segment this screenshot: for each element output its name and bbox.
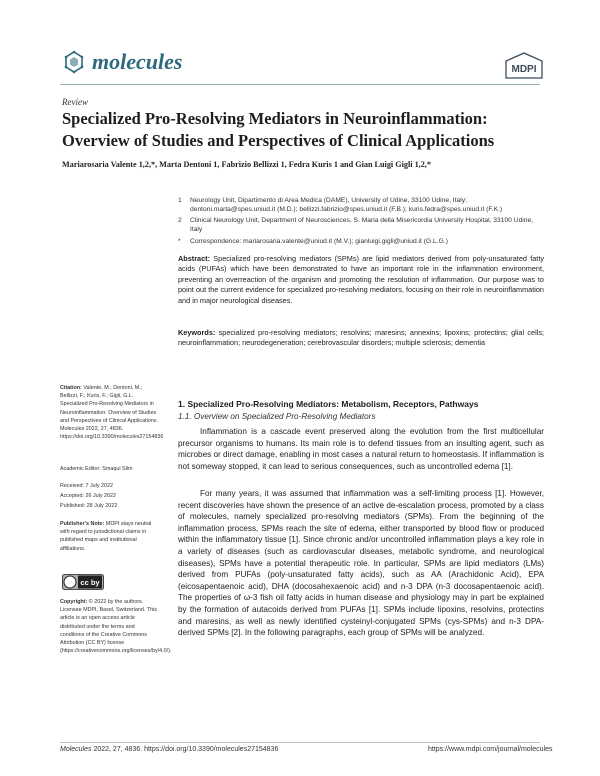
article-type: Review [62, 97, 88, 107]
academic-editor: Academic Editor: Smaqui Slim [60, 466, 133, 472]
keywords-text: specialized pro-resolving mediators; resolvins; maresins; annexins; lipoxins; protectins; glial cells; neuroinflammation; neurodegeneration; cerebrovascular disorders; multiple sclerosis; dementia [178, 328, 545, 348]
abstract-label: Abstract: [178, 254, 211, 263]
affiliation-text: Neurology Unit, Dipartimento di Area Medica (DAME), University of Udine, 33100 Udine, Italy; dentoni.marta@spes.uniud.it (M.D.); bellizzi.fabrizio@spes.uniud.it (F.B.); kuris.fedra@spes.uniud.it (F.K.) [190, 197, 503, 214]
copyright-block [60, 598, 172, 655]
affiliation-marker: 1 [178, 197, 182, 204]
section-heading: 1. Specialized Pro-Resolving Mediators: Metabolism, Receptors, Pathways [178, 399, 479, 409]
mdpi-logo [504, 52, 544, 79]
cc-by-license-badge[interactable] [62, 574, 104, 590]
molecules-logo-icon [62, 50, 86, 74]
copyright-text: © 2022 by the authors. Licensee MDPI, Basel, Switzerland. This article is an open access article distributed under the terms and conditions of the Creative Commons Attribution (CC BY) license (https://creativecommons.org/licenses/by/4.0/). [60, 599, 172, 655]
subsection-heading: 1.1. Overview on Specialized Pro-Resolving Mediators [178, 412, 376, 421]
published-date: Published: 28 July 2022 [60, 503, 118, 509]
header-divider [60, 84, 540, 85]
keywords-label: Keywords: [178, 328, 216, 337]
publisher-name: MDPI [511, 64, 537, 75]
body-paragraph: Inflammation is a cascade event preserved along the evolution from the first multicellular precursor organisms to humans. Its main role is to defend tissues from an insulting agent, such as microbes or direct damage, enabling in most cases a natural return to homeostasis. If inflammation is not someway stopped, it can lead to serious consequences, such as uncontrolled edema [1]. [178, 427, 544, 471]
citation-label: Citation: [60, 385, 82, 391]
abstract [178, 254, 544, 306]
article-title: Specialized Pro-Resolving Mediators in Neuroinflammation: Overview of Studies and Perspectives of Clinical Applications [62, 109, 495, 150]
affiliation-marker: 2 [178, 217, 182, 224]
accepted-date: Accepted: 26 July 2022 [60, 493, 117, 499]
footer-journal-url[interactable]: https://www.mdpi.com/journal/molecules [428, 746, 553, 753]
publisher-note-label: Publisher’s Note: [60, 521, 105, 527]
author-list: Mariarosaria Valente 1,2,*, Marta Dentoni 1, Fabrizio Bellizzi 1, Fedra Kuris 1 and Gian Luigi Gigli 1,2,* [62, 160, 431, 169]
publisher-note [60, 520, 160, 553]
publisher-note-text: MDPI stays neutral with regard to jurisdictional claims in published maps and institutional affiliations. [60, 521, 152, 552]
keywords [178, 328, 544, 349]
abstract-text: Specialized pro-resolving mediators (SPMs) are lipid mediators derived from poly-unsaturated fatty acids (PUFAs) which have been demonstrated to have an important role in the inflammation environment, preventing an overreaction of the organism and promoting the resolution of inflammation. Our purpose was to point out the current evidence for specialized pro-resolving mediators, focusing on their role in neuroinflammation and in major neurological diseases. [178, 254, 544, 305]
received-date: Received: 7 July 2022 [60, 483, 114, 489]
correspondence [178, 237, 548, 247]
affiliation-2 [178, 216, 548, 236]
copyright-label: Copyright: [60, 599, 88, 605]
citation-block [60, 384, 164, 441]
footer-doi[interactable]: 2022, 27, 4836. https://doi.org/10.3390/molecules27154836 [93, 746, 279, 753]
affiliation-marker: * [178, 238, 181, 245]
footer-divider [60, 742, 540, 743]
footer-journal: Molecules [60, 746, 92, 753]
citation-text[interactable]: Valente, M.; Dentoni, M.; Bellizzi, F.; Kuris, F.; Gigli, G.L. Specialized Pro-Resolving Mediators in Neuroinflammation: Overview of Studies and Perspectives of Clinical Applications. Molecules 2022, 27, 4836. https://doi.org/10.3390/molecules27154836 [60, 385, 164, 441]
affiliation-1 [178, 196, 548, 216]
affiliation-text: Clinical Neurology Unit, Department of Neurosciences, S. Maria della Misericordia University Hospital, 33100 Udine, Italy [190, 217, 534, 234]
cc-badge-text: cc by [80, 578, 100, 587]
journal-name: molecules [92, 49, 183, 74]
body-paragraph: For many years, it was assumed that inflammation was a self-limiting process [1]. However, recent discoveries have shown the presence of an active de-escalation process, promoted by a class of molecules, namely specialized pro-resolving mediators (SPMs). From the beginning of the inflammation process, SPMs reach the site of edema, either transported by blood flow or produced within the inflammatory tissue [1]. Since chronic and/or uncontrolled inflammation plays a key role in a variety of diseases (such as cardiovascular diseases, metabolic syndrome, and neurological diseases), SPMs have a potential therapeutic role. In particular, SPMs are lipid mediators (LMs) derived from PUFAs (poly-unsaturated fatty acids), such as AA (Arachidonic Acid), EPA (eicosapentaenoic acid), DHA (docosahexaenoic acid) and n-3 DPA (n-3 docosapentaenoic acid). The properties of ω-3 fish oil fatty acids in human disease and physiology may in part be explained by the formation of autacoids derived from PUFAs [1]. SPMs include lipoxins, resolvins, protectins and maresins, as well as newly identified cysteinyl-conjugated SPMs (cys-SPMs) and n-3 DPA-derived SPMs [2]. In the following paragraphs, each group of SPMs will be analyzed. [178, 489, 544, 638]
footer-citation [60, 746, 278, 753]
affiliation-text: Correspondence: mariarosaria.valente@uniud.it (M.V.); gianluigi.gigli@uniud.it (G.L.G.) [190, 238, 448, 245]
